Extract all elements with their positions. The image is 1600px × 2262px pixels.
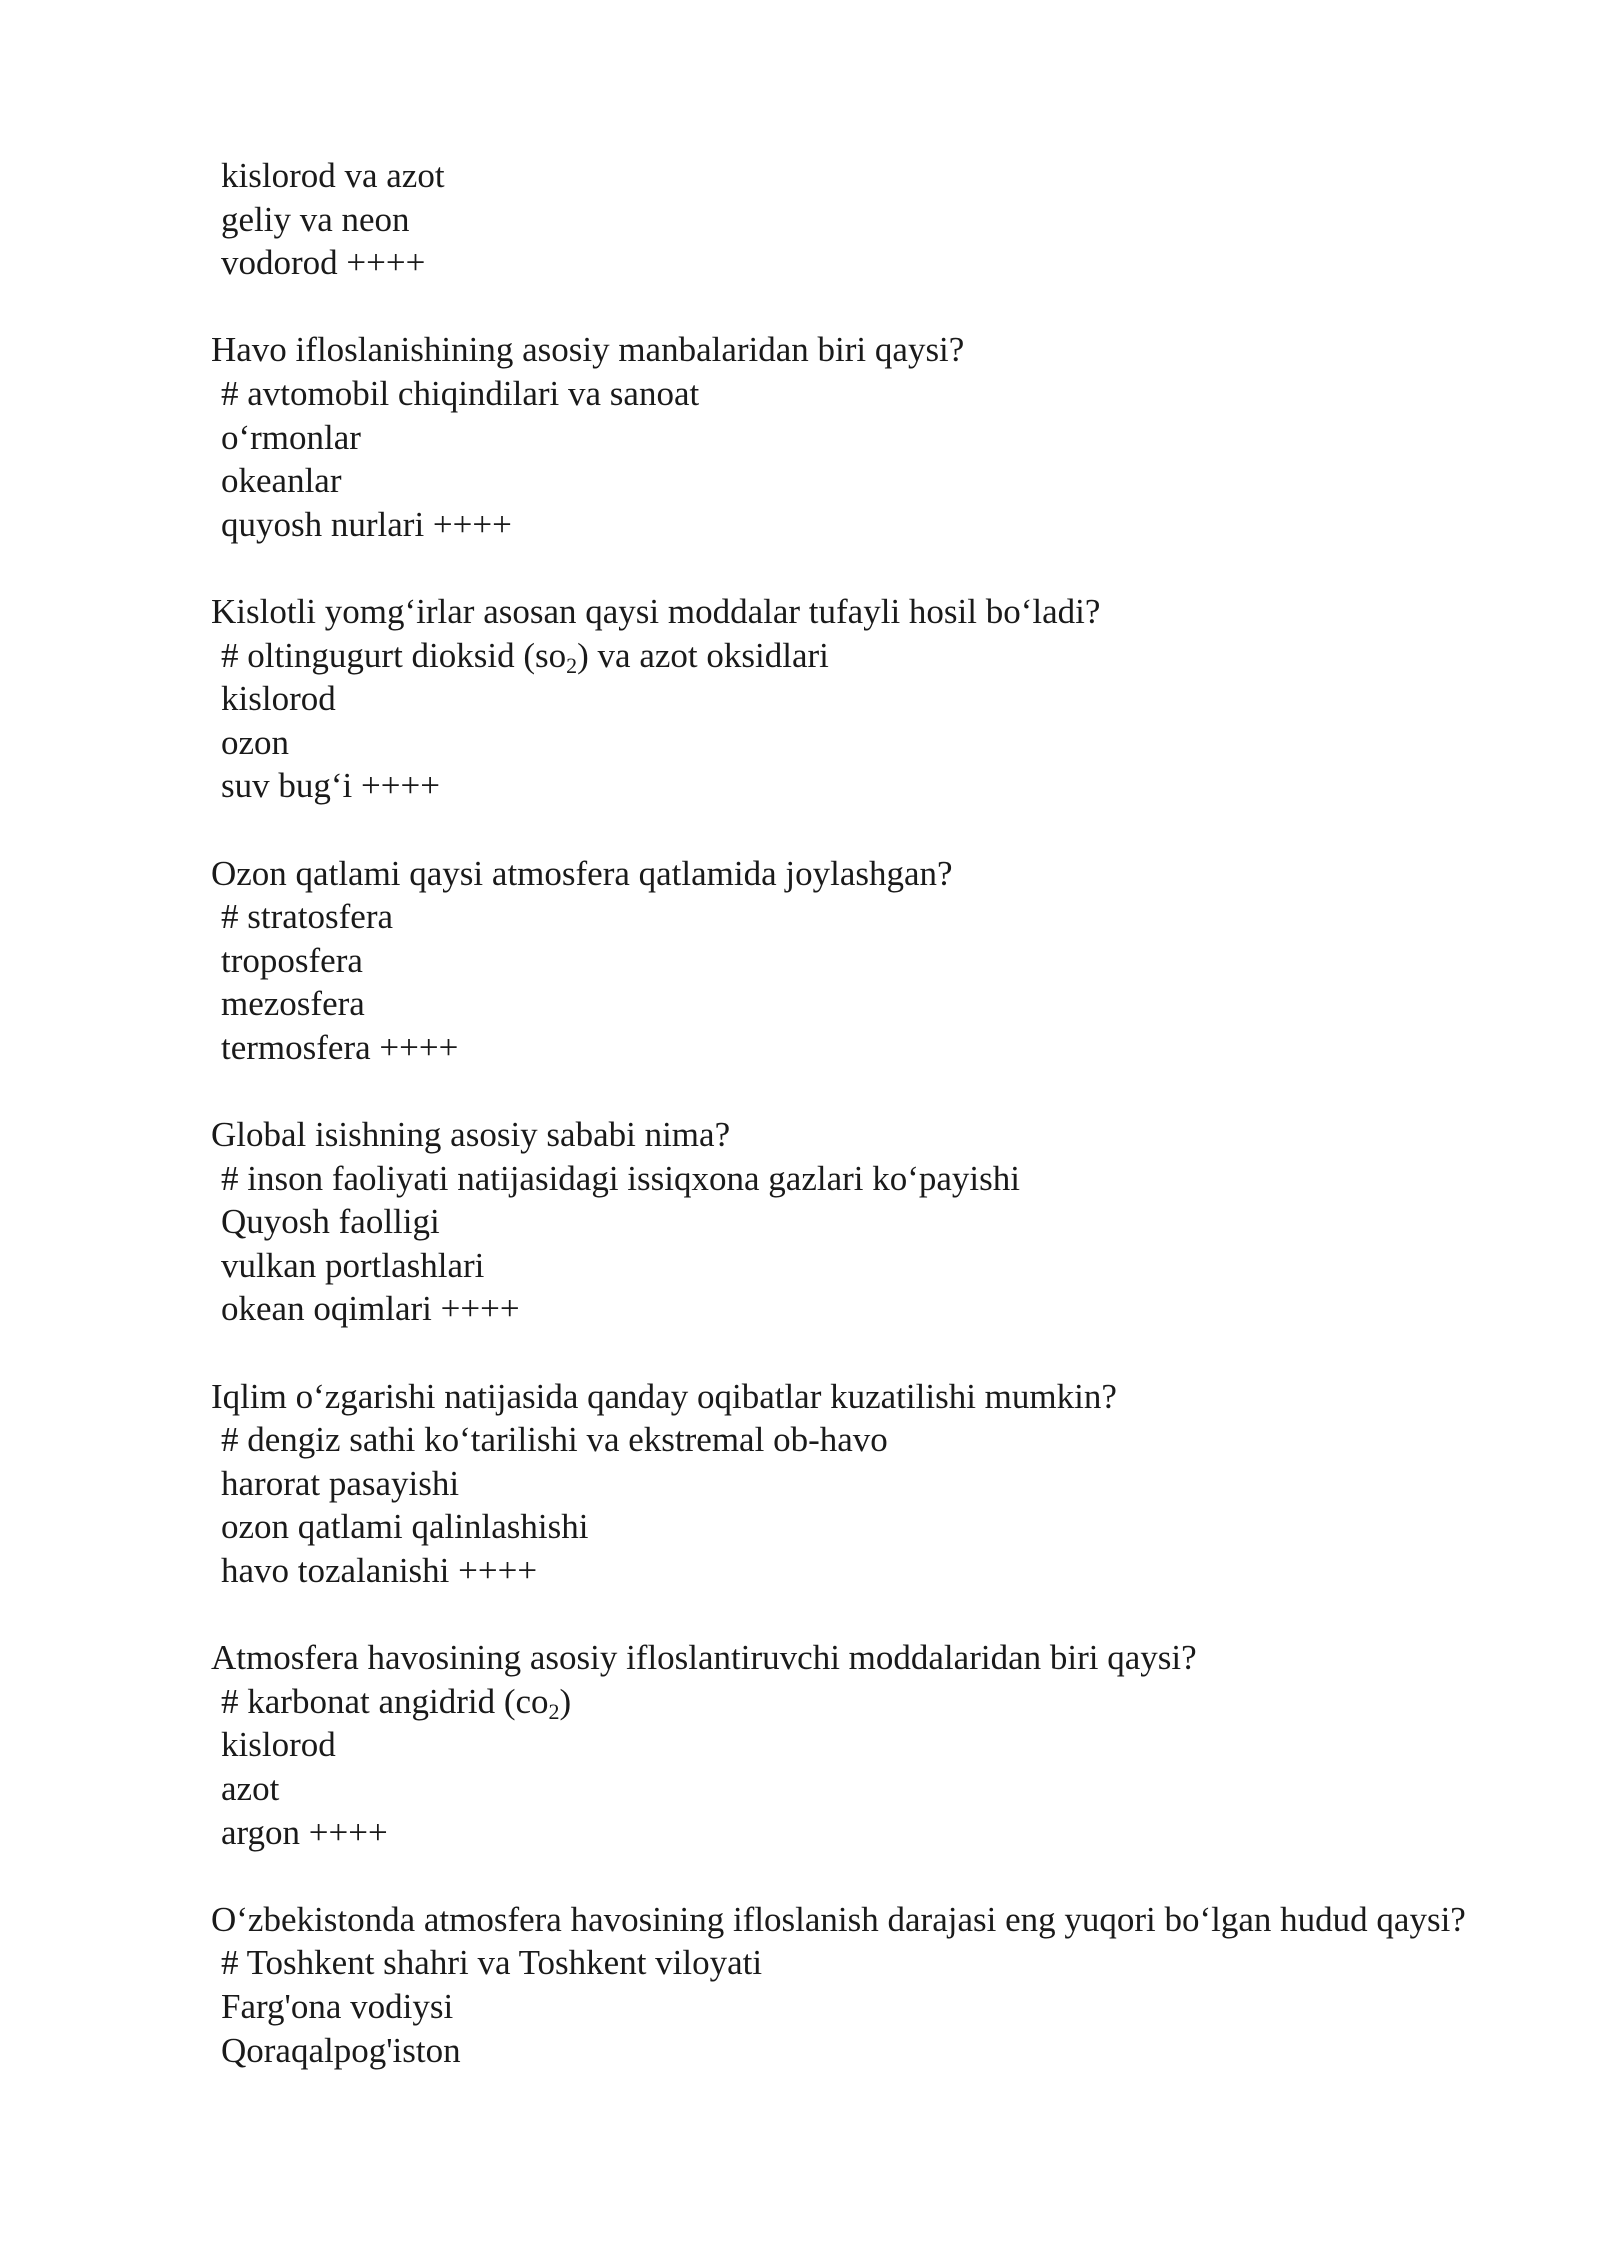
answer-option: suv bug‘i ++++ — [221, 766, 440, 806]
answer-option: Farg'ona vodiysi — [221, 1986, 454, 2026]
answer-option: havo tozalanishi ++++ — [221, 1551, 538, 1590]
answer-option: termosfera ++++ — [221, 1027, 459, 1067]
document-body — [211, 154, 1497, 2072]
question-block — [211, 154, 1497, 285]
answer-option: Quyosh faolligi — [221, 1202, 440, 1242]
question-text: Kislotli yomg‘irlar asosan qaysi moddalar tufayli hosil bo‘ladi? — [211, 591, 1101, 631]
answer-option: Qoraqalpog'iston — [221, 2030, 461, 2070]
answer-option: kislorod — [221, 1725, 336, 1765]
spacer — [211, 546, 1497, 590]
question-text: Iqlim o‘zgarishi natijasida qanday oqibatlar kuzatilishi mumkin? — [211, 1376, 1117, 1416]
question-block — [211, 1375, 1497, 1593]
answer-option: vulkan portlashlari — [221, 1245, 485, 1285]
answer-option: okean oqimlari ++++ — [221, 1289, 520, 1329]
answer-option: okeanlar — [221, 461, 342, 501]
correct-answer: # dengiz sathi ko‘tarilishi va ekstremal ob-havo — [221, 1420, 888, 1460]
answer-option: geliy va neon — [221, 199, 410, 239]
answer-option: vodorod ++++ — [221, 243, 426, 283]
answer-option: argon ++++ — [221, 1812, 388, 1852]
question-block — [211, 328, 1497, 546]
spacer — [211, 285, 1497, 329]
question-text: Global isishning asosiy sababi nima? — [211, 1115, 731, 1155]
question-text: Ozon qatlami qaysi atmosfera qatlamida joylashgan? — [211, 853, 953, 893]
question-block — [211, 1636, 1497, 1854]
answer-option: kislorod va azot — [221, 156, 445, 195]
question-block — [211, 852, 1497, 1070]
question-text: Havo ifloslanishining asosiy manbalaridan biri qaysi? — [211, 330, 965, 370]
question-block — [211, 1113, 1497, 1331]
subscript: 2 — [548, 1698, 560, 1724]
correct-answer: # stratosfera — [221, 897, 394, 937]
spacer — [211, 1069, 1497, 1113]
correct-answer: # inson faoliyati natijasidagi issiqxona gazlari ko‘payishi — [221, 1158, 1021, 1198]
answer-option: quyosh nurlari ++++ — [221, 504, 512, 544]
question-block — [211, 590, 1497, 808]
answer-text: ) va azot oksidlari — [577, 635, 829, 675]
answer-option: harorat pasayishi — [221, 1463, 460, 1503]
spacer — [211, 1331, 1497, 1375]
answer-text: # oltingugurt dioksid (so — [221, 635, 567, 675]
question-block — [211, 1898, 1497, 2072]
answer-option: ozon — [221, 722, 290, 762]
answer-option: azot — [221, 1768, 280, 1808]
answer-text: # karbonat angidrid (co — [221, 1681, 549, 1721]
answer-option: ozon qatlami qalinlashishi — [221, 1507, 589, 1547]
subscript: 2 — [566, 652, 578, 678]
spacer — [211, 1854, 1497, 1898]
question-text: O‘zbekistonda atmosfera havosining ifloslanish darajasi eng yuqori bo‘lgan hudud qaysi? — [211, 1899, 1466, 1939]
correct-answer: # avtomobil chiqindilari va sanoat — [221, 373, 700, 413]
answer-option: o‘rmonlar — [221, 417, 361, 457]
correct-answer — [211, 634, 1497, 678]
answer-option: mezosfera — [221, 984, 365, 1024]
question-text: Atmosfera havosining asosiy ifloslantiruvchi moddalaridan biri qaysi? — [211, 1638, 1197, 1678]
correct-answer: # Toshkent shahri va Toshkent viloyati — [221, 1943, 763, 1983]
spacer — [211, 808, 1497, 852]
answer-option: kislorod — [221, 679, 336, 719]
answer-option: troposfera — [221, 940, 363, 980]
correct-answer — [211, 1680, 1497, 1724]
spacer — [211, 1593, 1497, 1637]
answer-text: ) — [559, 1681, 572, 1721]
